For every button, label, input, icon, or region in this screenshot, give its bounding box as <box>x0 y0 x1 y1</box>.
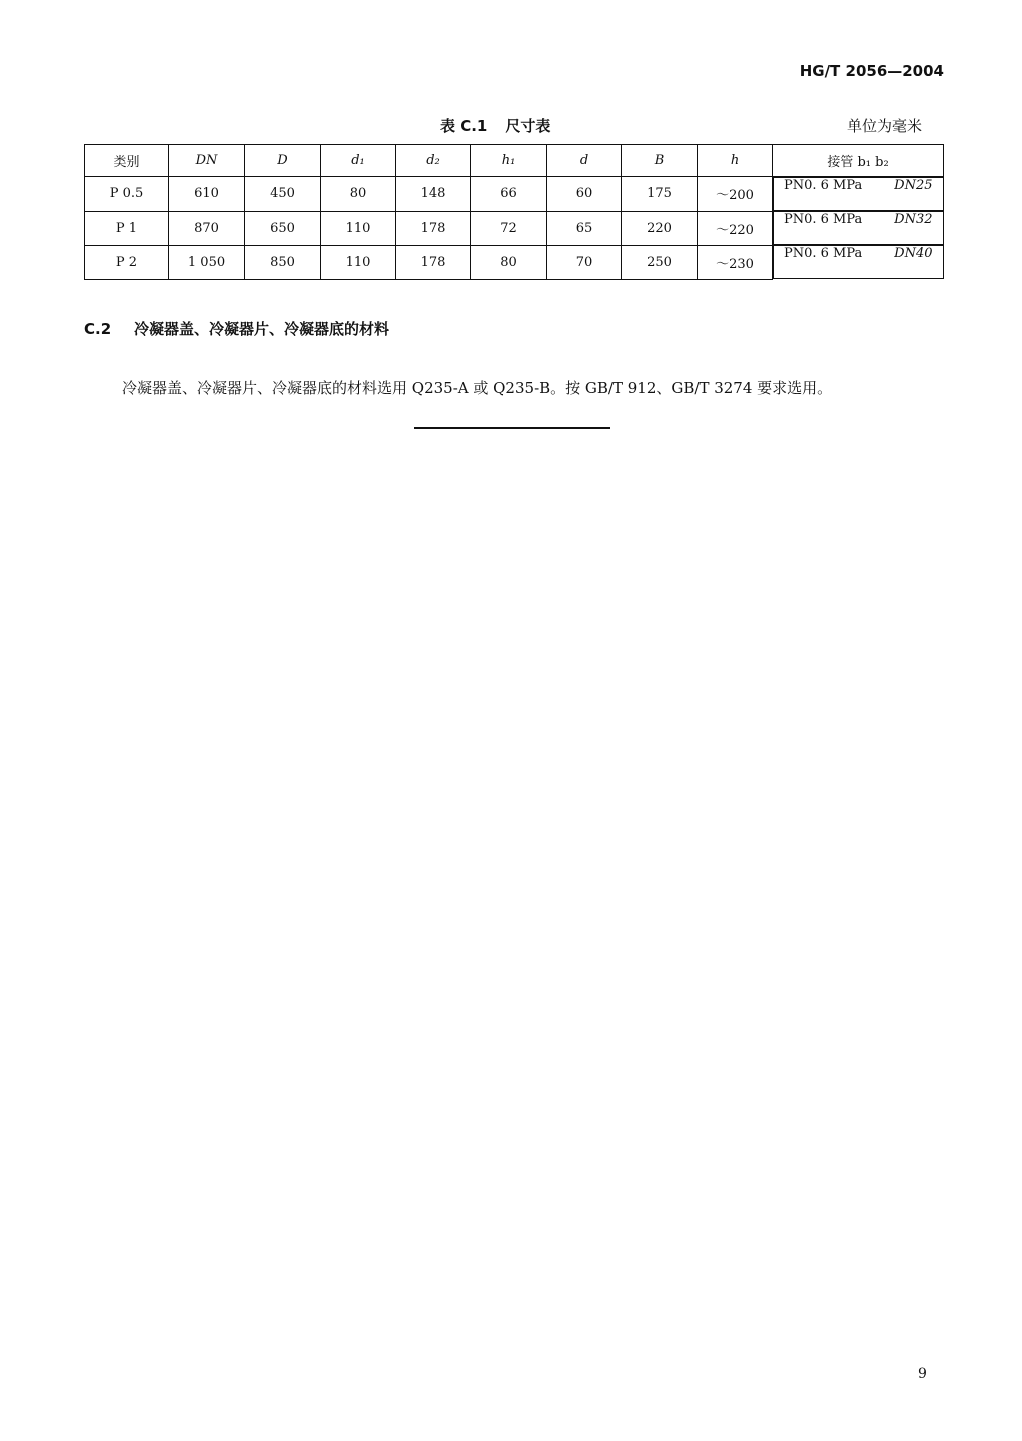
cell-h1: 80 <box>471 245 547 279</box>
cell-b: 175 <box>622 177 698 212</box>
cell-d: 60 <box>547 177 622 212</box>
cell-nozzle-dn: DN25 <box>894 178 933 193</box>
cell-category: P 0.5 <box>85 177 169 212</box>
cell-d2: 178 <box>396 245 471 279</box>
header-d: d <box>547 145 622 177</box>
cell-d: 65 <box>547 211 622 245</box>
header-b: B <box>622 145 698 177</box>
cell-connection <box>773 177 944 211</box>
cell-dn: 870 <box>169 211 245 245</box>
header-connection: 接管 b₁ b₂ <box>773 145 944 177</box>
header-h1: h₁ <box>471 145 547 177</box>
cell-h1: 66 <box>471 177 547 212</box>
cell-dn: 610 <box>169 177 245 212</box>
section-number: C.2 <box>84 320 112 338</box>
table-row <box>85 245 944 279</box>
cell-h: ～200 <box>698 177 773 212</box>
section-paragraph: 冷凝器盖、冷凝器片、冷凝器底的材料选用 Q235-A 或 Q235-B。按 GB/T 912、GB/T 3274 要求选用。 <box>122 379 833 397</box>
cell-d: 70 <box>547 245 622 279</box>
table-caption <box>440 115 550 136</box>
header-d1: d₁ <box>321 145 396 177</box>
doc-code: HG/T 2056—2004 <box>799 62 944 80</box>
cell-h: ～230 <box>698 245 773 279</box>
cell-d-upper: 450 <box>245 177 321 212</box>
cell-pressure: PN0. 6 MPa <box>784 178 863 193</box>
header-category: 类别 <box>85 145 169 177</box>
table-header-row <box>85 145 944 177</box>
table-row <box>85 177 944 212</box>
cell-category: P 1 <box>85 211 169 245</box>
cell-d-upper: 650 <box>245 211 321 245</box>
section-heading <box>84 318 389 339</box>
cell-nozzle-dn: DN40 <box>894 246 933 261</box>
header-d-upper: D <box>245 145 321 177</box>
section-title: 冷凝器盖、冷凝器片、冷凝器底的材料 <box>134 320 390 338</box>
header-dn: DN <box>169 145 245 177</box>
dimension-table <box>84 144 944 280</box>
table-row <box>85 211 944 245</box>
cell-nozzle-dn: DN32 <box>894 212 933 227</box>
cell-h: ～220 <box>698 211 773 245</box>
table-caption-title: 尺寸表 <box>505 117 551 135</box>
table-caption-label: 表 C.1 <box>440 117 488 135</box>
cell-d1: 110 <box>321 245 396 279</box>
header-d2: d₂ <box>396 145 471 177</box>
cell-pressure: PN0. 6 MPa <box>784 212 863 227</box>
cell-connection <box>773 211 944 245</box>
header-h: h <box>698 145 773 177</box>
cell-d2: 148 <box>396 177 471 212</box>
cell-d2: 178 <box>396 211 471 245</box>
cell-dn: 1 050 <box>169 245 245 279</box>
cell-category: P 2 <box>85 245 169 279</box>
page-number: 9 <box>918 1366 927 1382</box>
cell-b: 220 <box>622 211 698 245</box>
cell-h1: 72 <box>471 211 547 245</box>
cell-d1: 110 <box>321 211 396 245</box>
end-rule <box>414 427 610 429</box>
cell-connection <box>773 245 944 279</box>
cell-b: 250 <box>622 245 698 279</box>
cell-d1: 80 <box>321 177 396 212</box>
cell-pressure: PN0. 6 MPa <box>784 246 863 261</box>
unit-note: 单位为毫米 <box>846 117 922 135</box>
cell-d-upper: 850 <box>245 245 321 279</box>
